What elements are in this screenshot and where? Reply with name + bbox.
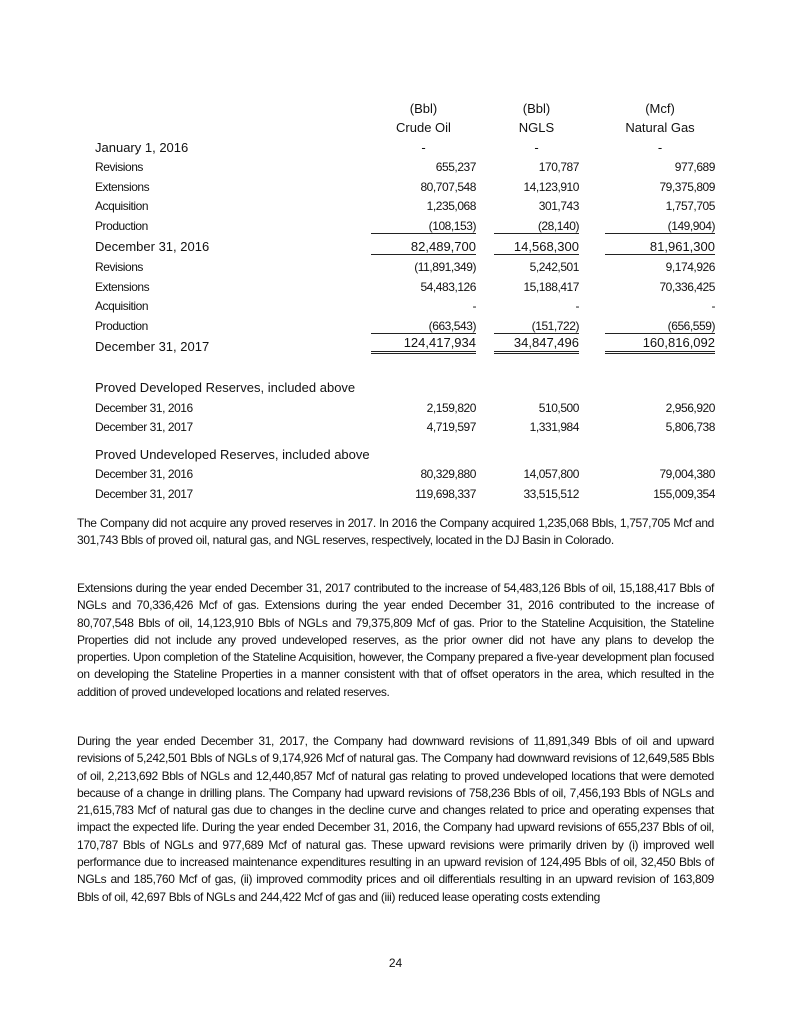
cell-oil: 80,329,880 bbox=[420, 467, 476, 481]
row-label: December 31, 2016 bbox=[95, 238, 210, 254]
row-label: Production bbox=[95, 319, 148, 333]
table-row bbox=[95, 274, 715, 294]
cell-ngl: 5,242,501 bbox=[494, 254, 579, 274]
cell-gas: (149,904) bbox=[667, 218, 715, 233]
row-label: December 31, 2017 bbox=[95, 338, 210, 354]
cell-oil: 124,417,934 bbox=[371, 335, 476, 354]
cell-ngl: 33,515,512 bbox=[523, 486, 579, 501]
cell-gas: 9,174,926 bbox=[605, 254, 715, 274]
cell-ngl: 14,568,300 bbox=[494, 233, 579, 254]
cell-ngl: 170,787 bbox=[538, 160, 579, 174]
row-label: December 31, 2016 bbox=[95, 467, 193, 481]
row-label: December 31, 2017 bbox=[95, 486, 193, 501]
table-row bbox=[95, 481, 715, 501]
table-row bbox=[95, 395, 715, 415]
cell-gas: 977,689 bbox=[674, 160, 715, 174]
header-row bbox=[95, 116, 715, 136]
subtotal-row bbox=[95, 233, 715, 254]
cell-oil: 655,237 bbox=[435, 160, 476, 174]
cell-gas: 155,009,354 bbox=[653, 486, 715, 501]
cell-oil: (108,153) bbox=[428, 218, 476, 233]
row-label: Extensions bbox=[95, 279, 150, 294]
row-label: Acquisition bbox=[95, 299, 149, 313]
row-label: Extensions bbox=[95, 179, 150, 194]
cell-ngl: 1,331,984 bbox=[529, 420, 579, 434]
unit-gas: (Mcf) bbox=[645, 100, 675, 116]
cell-gas: (656,559) bbox=[667, 318, 715, 333]
cell-ngl: (151,722) bbox=[531, 318, 579, 333]
page-number: 24 bbox=[388, 956, 403, 970]
table-row bbox=[95, 462, 715, 482]
cell-oil: 2,159,820 bbox=[426, 400, 476, 415]
table-row bbox=[95, 194, 715, 214]
row-label: Revisions bbox=[95, 160, 143, 174]
row-label: Production bbox=[95, 219, 148, 233]
row-label: January 1, 2016 bbox=[95, 139, 189, 155]
cell-ngl: (28,140) bbox=[537, 218, 579, 233]
cell-gas: 81,961,300 bbox=[605, 233, 715, 254]
paragraph-revisions: During the year ended December 31, 2017, the Company had downward revisions of 11,891,349 Bbls of oil and upward revisions of 5,242,501 Bbls of NGLs of 9,174,926 Mcf of natural gas. The Company had downward revisions of 12,649,585 Bbls of oil, 2,213,692 Bbls of NGLs and 12,440,857 Mcf of natural gas relating to proved undeveloped locations that were demoted because of a change in drilling plans. The Company had upward revisions of 758,236 Bbls of oil, 7,456,193 Bbls of NGLs and 21,615,783 Mcf of natural gas due to changes in the decline curve and changes related to price and operating expenses that impact the expected life. During the year ended December 31, 2016, the Company had upward revisions of 655,237 Bbls of oil, 170,787 Bbls of NGLs and 977,689 Mcf of natural gas. These upward revisions were primarily driven by (i) improved well performance due to increased maintenance expenditures resulting in an upward revision of 124,495 Bbls of oil, 32,450 Bbls of NGLs and 185,760 Mcf of gas, (ii) improved commodity prices and oil differentials resulting in an upward revision of 163,809 Bbls of oil, 42,697 Bbls of NGLs and 244,422 Mcf of gas and (iii) reduced lease operating costs extending bbox=[77, 734, 714, 904]
cell-ngl: 34,847,496 bbox=[494, 335, 579, 354]
cell-gas: 5,806,738 bbox=[665, 420, 715, 434]
table-row bbox=[95, 313, 715, 333]
paragraph-acquisitions: The Company did not acquire any proved reserves in 2017. In 2016 the Company acquired 1,235,068 Bbls, 1,757,705 Mcf and 301,743 Bbls of proved oil, natural gas, and NGL reserves, respectively, located in the DJ Basin in Colorado. bbox=[77, 516, 714, 548]
cell-ngl: - bbox=[575, 299, 579, 313]
unit-ngl: (Bbl) bbox=[522, 100, 551, 116]
cell-gas: 160,816,092 bbox=[605, 335, 715, 354]
cell-ngl: 14,057,800 bbox=[523, 467, 579, 481]
cell-ngl: - bbox=[534, 139, 539, 155]
section-heading-undeveloped bbox=[95, 434, 715, 462]
paragraph-extensions: Extensions during the year ended December 31, 2017 contributed to the increase of 54,483,126 Bbls of oil, 15,188,417 Bbls of NGLs and 70,336,426 Mcf of gas. Extensions during the year ended December 31, 2016 contributed to the increase of 80,707,548 Bbls of oil, 14,123,910 Bbls of NGLs and 79,375,809 Mcf of gas. Prior to the Stateline Acquisition, the Stateline Properties did not include any proved undeveloped reserves, as the prior owner did not have any plans to develop the properties. Upon completion of the Stateline Acquisition, however, the Company prepared a five-year development plan focused on developing the Stateline Properties in a manner consistent with that of offset operators in the area, which resulted in the addition of proved undeveloped locations and related reserves. bbox=[77, 581, 714, 699]
cell-gas: 79,004,380 bbox=[659, 467, 715, 481]
section-heading-developed bbox=[95, 368, 715, 396]
row-label: Revisions bbox=[95, 260, 143, 274]
table-row bbox=[95, 135, 715, 155]
row-label: December 31, 2016 bbox=[95, 400, 193, 415]
cell-oil: (11,891,349) bbox=[371, 254, 476, 274]
header-crude-oil: Crude Oil bbox=[396, 120, 451, 135]
cell-ngl: 15,188,417 bbox=[523, 279, 579, 294]
header-ngls: NGLS bbox=[518, 120, 555, 135]
row-label: Acquisition bbox=[95, 199, 149, 213]
unit-oil: (Bbl) bbox=[409, 100, 438, 116]
cell-gas: - bbox=[657, 139, 663, 155]
cell-oil: 82,489,700 bbox=[371, 233, 476, 254]
cell-gas: 2,956,920 bbox=[665, 400, 715, 415]
cell-gas: 79,375,809 bbox=[659, 179, 715, 194]
units-row bbox=[95, 96, 715, 116]
cell-oil: 4,719,597 bbox=[426, 420, 476, 434]
cell-gas: - bbox=[711, 299, 715, 313]
table-row bbox=[95, 254, 715, 274]
table-row bbox=[95, 213, 715, 233]
cell-ngl: 510,500 bbox=[538, 400, 579, 415]
cell-gas: 1,757,705 bbox=[665, 199, 715, 213]
reserves-table bbox=[95, 96, 715, 501]
header-natural-gas: Natural Gas bbox=[625, 120, 695, 135]
table-row bbox=[95, 174, 715, 194]
undeveloped-heading: Proved Undeveloped Reserves, included above bbox=[95, 446, 370, 462]
cell-oil: - bbox=[421, 139, 426, 155]
cell-oil: (663,543) bbox=[428, 318, 476, 333]
cell-gas: 70,336,425 bbox=[659, 279, 715, 294]
row-label: December 31, 2017 bbox=[95, 420, 193, 434]
cell-oil: 80,707,548 bbox=[420, 179, 476, 194]
cell-oil: 1,235,068 bbox=[426, 199, 476, 213]
cell-oil: - bbox=[472, 299, 476, 313]
table-row bbox=[95, 415, 715, 435]
cell-ngl: 301,743 bbox=[538, 199, 579, 213]
developed-heading: Proved Developed Reserves, included above bbox=[95, 380, 356, 395]
cell-oil: 54,483,126 bbox=[420, 279, 476, 294]
cell-oil: 119,698,337 bbox=[415, 486, 476, 501]
total-row bbox=[95, 333, 715, 354]
table-row bbox=[95, 294, 715, 314]
cell-ngl: 14,123,910 bbox=[523, 179, 579, 194]
table-row bbox=[95, 155, 715, 175]
